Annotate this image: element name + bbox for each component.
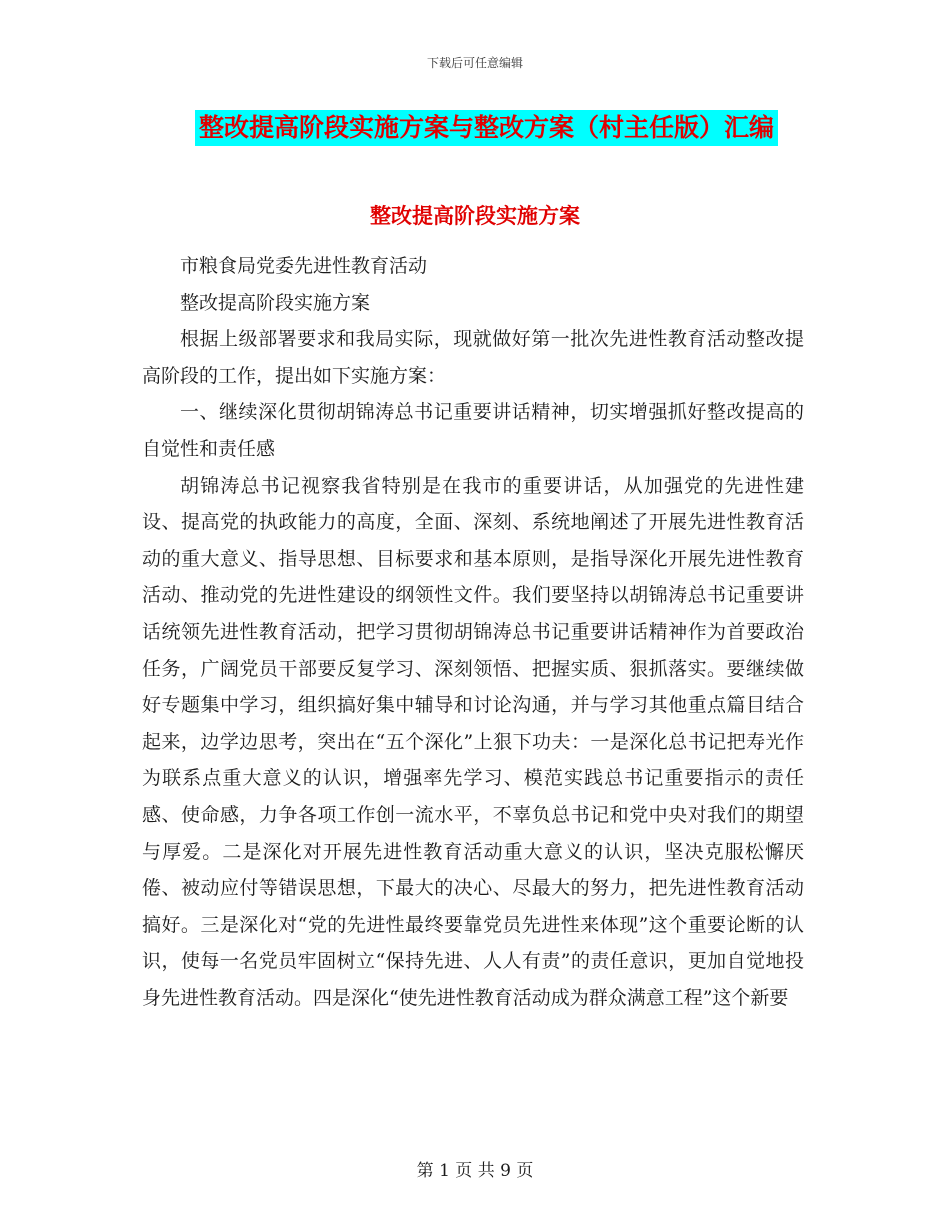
page-footer	[0, 1156, 950, 1181]
footer-page-number: 1	[439, 1161, 450, 1181]
paragraph: 胡锦涛总书记视察我省特别是在我市的重要讲话，从加强党的先进性建设、提高党的执政能力的高度，全面、深刻、系统地阐述了开展先进性教育活动的重大意义、指导思想、目标要求和基本原则，是指导深化开展先进性教育活动、推动党的先进性建设的纲领性文件。我们要坚持以胡锦涛总书记重要讲话统领先进性教育活动，把学习贯彻胡锦涛总书记重要讲话精神作为首要政治任务，广阔党员干部要反复学习、深刻领悟、把握实质、狠抓落实。要继续做好专题集中学习，组织搞好集中辅导和讨论沟通，并与学习其他重点篇目结合起来，边学边思考，突出在“五个深化”上狠下功夫：一是深化总书记把寿光作为联系点重大意义的认识，增强率先学习、模范实践总书记重要指示的责任感、使命感，力争各项工作创一流水平，不辜负总书记和党中央对我们的期望与厚爱。二是深化对开展先进性教育活动重大意义的认识，坚决克服松懈厌倦、被动应付等错误思想，下最大的决心、尽最大的努力，把先进性教育活动搞好。三是深化对“党的先进性最终要靠党员先进性来体现”这个重要论断的认识，使每一名党员牢固树立“保持先进、人人有责”的责任意识，更加自觉地投身先进性教育活动。四是深化“使先进性教育活动成为群众满意工程”这个新要	[142, 474, 804, 1009]
section-title: 整改提高阶段实施方案	[370, 203, 580, 228]
paragraph: 整改提高阶段实施方案	[180, 291, 371, 314]
paragraph: 市粮食局党委先进性教育活动	[180, 255, 428, 277]
header-note: 下载后可任意编辑	[426, 56, 523, 70]
footer-mid: 页 共	[455, 1161, 495, 1181]
document-body	[142, 248, 804, 1016]
document-main-title: 整改提高阶段实施方案与整改方案（村主任版）汇编	[195, 110, 778, 146]
footer-total-pages: 9	[500, 1161, 511, 1181]
paragraph: 根据上级部署要求和我局实际，现就做好第一批次先进性教育活动整改提高阶段的工作，提出如下实施方案：	[142, 328, 804, 387]
footer-prefix: 第	[416, 1161, 434, 1181]
footer-suffix: 页	[516, 1161, 534, 1181]
paragraph: 一、继续深化贯彻胡锦涛总书记重要讲话精神，切实增强抓好整改提高的自觉性和责任感	[142, 401, 804, 460]
